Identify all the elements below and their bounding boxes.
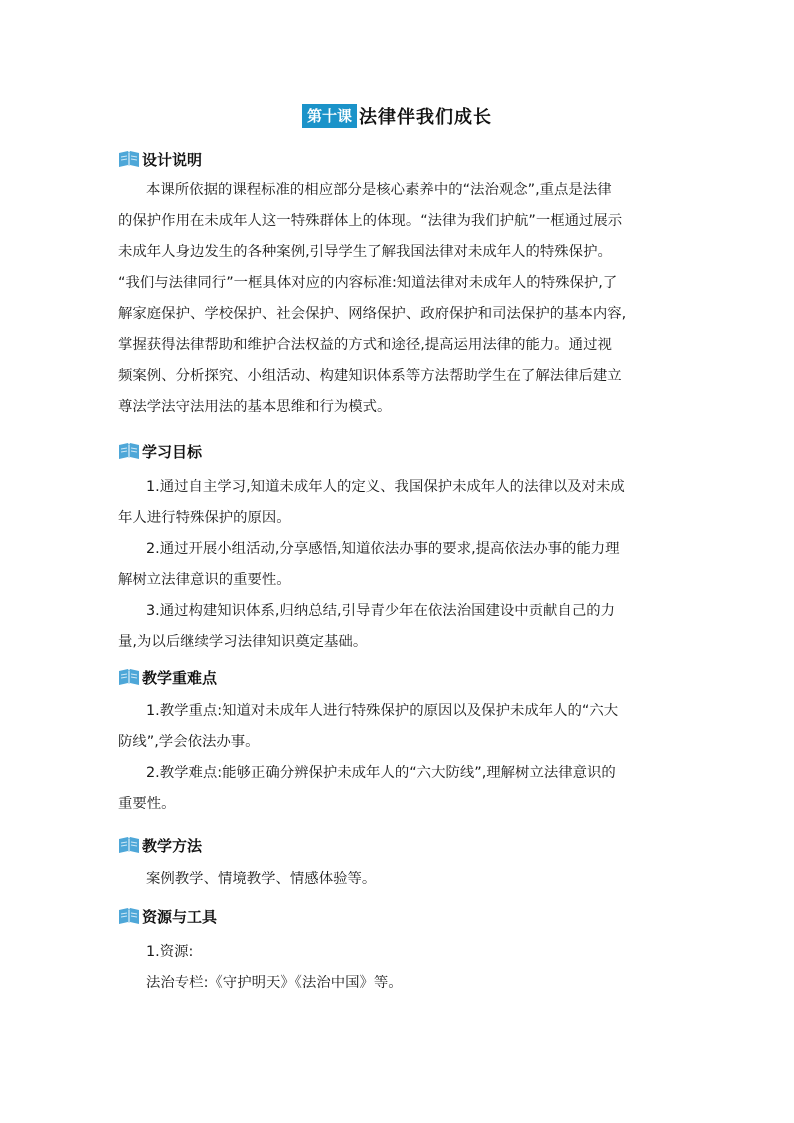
section-heading-text: 学习目标: [142, 442, 203, 461]
section-body: [118, 937, 678, 999]
text-line: 频案例、分析探究、小组活动、构建知识体系等方法帮助学生在了解法律后建立: [118, 368, 622, 384]
book-icon: [118, 906, 140, 926]
text-line: 重要性。: [118, 796, 176, 812]
section-heading: [118, 666, 678, 688]
section-body: [118, 472, 678, 658]
text-line: 1.资源:: [146, 944, 194, 960]
section-heading-text: 教学重难点: [142, 668, 218, 687]
text-line: 年人进行特殊保护的原因。: [118, 510, 291, 526]
section-body: [118, 175, 678, 423]
text-line: 的保护作用在未成年人这一特殊群体上的体现。“法律为我们护航”一框通过展示: [118, 213, 623, 229]
section-design: [118, 148, 678, 423]
section-heading-text: 设计说明: [142, 150, 203, 169]
section-body: [118, 696, 678, 820]
text-line: 案例教学、情境教学、情感体验等。: [146, 871, 377, 887]
text-line: “我们与法律同行”一框具体对应的内容标准:知道法律对未成年人的特殊保护,了: [118, 275, 618, 291]
text-line: 解家庭保护、学校保护、社会保护、网络保护、政府保护和司法保护的基本内容,: [118, 306, 627, 322]
text-line: 防线”,学会依法办事。: [118, 734, 260, 750]
book-icon: [118, 149, 140, 169]
text-line: 法治专栏:《守护明天》《法治中国》等。: [146, 975, 403, 991]
lesson-title: [0, 103, 794, 129]
section-heading-text: 资源与工具: [142, 907, 218, 926]
text-line: 本课所依据的课程标准的相应部分是核心素养中的“法治观念”,重点是法律: [146, 182, 612, 198]
book-icon: [118, 441, 140, 461]
section-methods: [118, 834, 678, 895]
text-line: 1.通过自主学习,知道未成年人的定义、我国保护未成年人的法律以及对未成: [146, 479, 625, 495]
text-line: 尊法学法守法用法的基本思维和行为模式。: [118, 399, 392, 415]
lesson-badge: 第十课: [302, 104, 357, 128]
section-body: [118, 864, 678, 895]
section-heading: [118, 440, 678, 462]
text-line: 3.通过构建知识体系,归纳总结,引导青少年在依法治国建设中贡献自己的力: [146, 603, 615, 619]
text-line: 解树立法律意识的重要性。: [118, 572, 291, 588]
section-heading: [118, 905, 678, 927]
text-line: 1.教学重点:知道对未成年人进行特殊保护的原因以及保护未成年人的“六大: [146, 703, 619, 719]
book-icon: [118, 835, 140, 855]
section-heading: [118, 148, 678, 170]
text-line: 2.通过开展小组活动,分享感悟,知道依法办事的要求,提高依法办事的能力理: [146, 541, 620, 557]
section-heading: [118, 834, 678, 856]
text-line: 未成年人身边发生的各种案例,引导学生了解我国法律对未成年人的特殊保护。: [118, 244, 612, 260]
page-title: 法律伴我们成长: [359, 107, 492, 128]
section-keypoints: [118, 666, 678, 820]
text-line: 掌握获得法律帮助和维护合法权益的方式和途径,提高运用法律的能力。通过视: [118, 337, 612, 353]
section-resources: [118, 905, 678, 999]
text-line: 2.教学难点:能够正确分辨保护未成年人的“六大防线”,理解树立法律意识的: [146, 765, 616, 781]
section-goals: [118, 440, 678, 658]
section-heading-text: 教学方法: [142, 836, 203, 855]
text-line: 量,为以后继续学习法律知识奠定基础。: [118, 634, 368, 650]
book-icon: [118, 667, 140, 687]
